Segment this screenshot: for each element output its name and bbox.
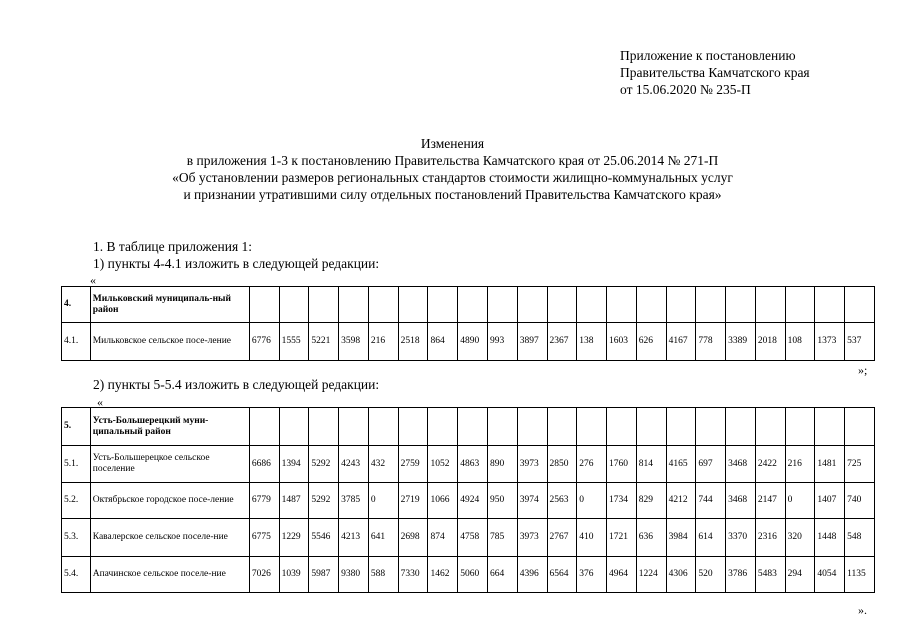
value-cell: 410 [577,519,607,557]
value-cell: 138 [577,323,607,361]
value-cell: 537 [845,323,875,361]
value-cell: 1487 [279,483,309,519]
value-cell: 1603 [607,323,637,361]
value-cell: 2518 [398,323,428,361]
row-number-cell: 5.1. [62,446,91,483]
value-cell [607,287,637,323]
value-cell [785,408,815,446]
row-number-cell: 5.3. [62,519,91,557]
value-cell [458,408,488,446]
value-cell: 5292 [309,483,339,519]
table-row [62,483,875,519]
title-line: в приложения 1-3 к постановлению Правительства Камчатского края от 25.06.2014 № 271-П [186,153,719,168]
row-number-cell: 5. [62,408,91,446]
value-cell [636,408,666,446]
value-cell [755,287,785,323]
row-name-cell: Усть-Большерецкий муни-ципальный район [90,408,249,446]
value-cell: 1407 [815,483,845,519]
value-cell [547,287,577,323]
value-cell: 4396 [517,557,547,593]
row-name-cell: Мильковское сельское посе-ление [90,323,249,361]
value-cell: 4306 [666,557,696,593]
value-cell: 1721 [607,519,637,557]
value-cell: 950 [487,483,517,519]
close-quote: »; [858,363,868,377]
value-cell: 216 [368,323,398,361]
value-cell [517,408,547,446]
row-number-cell: 5.2. [62,483,91,519]
value-cell [815,408,845,446]
value-cell: 2563 [547,483,577,519]
value-cell: 376 [577,557,607,593]
value-cell: 641 [368,519,398,557]
value-cell [845,408,875,446]
row-number-cell: 4. [62,287,91,323]
row-name-cell: Апачинское сельское поселе-ние [90,557,249,593]
value-cell [666,408,696,446]
value-cell [279,287,309,323]
value-cell: 1373 [815,323,845,361]
section1-instruction: 1) пункты 4-4.1 изложить в следующей редакции: [93,256,380,271]
value-cell [577,287,607,323]
value-cell: 276 [577,446,607,483]
value-cell: 2147 [755,483,785,519]
value-cell: 1462 [428,557,458,593]
value-cell: 4054 [815,557,845,593]
value-cell: 6776 [249,323,279,361]
open-quote: « [97,395,103,409]
value-cell [249,408,279,446]
value-cell [309,287,339,323]
value-cell [607,408,637,446]
value-cell [666,287,696,323]
value-cell: 3785 [339,483,369,519]
value-cell: 778 [696,323,726,361]
value-cell [428,287,458,323]
value-cell [458,287,488,323]
value-cell: 5060 [458,557,488,593]
value-cell: 3389 [726,323,756,361]
value-cell: 1394 [279,446,309,483]
row-name-cell: Усть-Большерецкое сельское поселение [90,446,249,483]
value-cell: 5987 [309,557,339,593]
value-cell: 626 [636,323,666,361]
appendix-line: от 15.06.2020 № 235-П [620,82,751,97]
value-cell: 2367 [547,323,577,361]
value-cell: 2850 [547,446,577,483]
table-section2 [61,407,875,593]
value-cell [636,287,666,323]
value-cell: 7330 [398,557,428,593]
value-cell: 1039 [279,557,309,593]
value-cell: 0 [785,483,815,519]
value-cell: 1448 [815,519,845,557]
table-row [62,287,875,323]
row-number-cell: 5.4. [62,557,91,593]
value-cell [755,408,785,446]
value-cell: 520 [696,557,726,593]
value-cell: 1481 [815,446,845,483]
value-cell [845,287,875,323]
value-cell: 664 [487,557,517,593]
value-cell [368,287,398,323]
value-cell: 6775 [249,519,279,557]
value-cell: 1229 [279,519,309,557]
value-cell: 0 [368,483,398,519]
value-cell: 4964 [607,557,637,593]
value-cell: 1555 [279,323,309,361]
value-cell: 3468 [726,446,756,483]
title-line: «Об установлении размеров региональных стандартов стоимости жилищно-коммунальных услуг [172,170,733,185]
title-line: и признании утратившими силу отдельных постановлений Правительства Камчатского края» [183,187,722,202]
value-cell: 614 [696,519,726,557]
row-name-cell: Кавалерское сельское поселе-ние [90,519,249,557]
value-cell: 5483 [755,557,785,593]
value-cell: 874 [428,519,458,557]
value-cell: 697 [696,446,726,483]
value-cell: 0 [577,483,607,519]
value-cell: 9380 [339,557,369,593]
value-cell: 2422 [755,446,785,483]
value-cell: 2759 [398,446,428,483]
value-cell: 320 [785,519,815,557]
title-line: Изменения [420,136,485,151]
value-cell: 1052 [428,446,458,483]
value-cell [726,287,756,323]
document-title [0,135,905,203]
value-cell: 744 [696,483,726,519]
value-cell [339,408,369,446]
value-cell: 2018 [755,323,785,361]
value-cell: 6564 [547,557,577,593]
value-cell: 4758 [458,519,488,557]
value-cell [547,408,577,446]
table-row [62,408,875,446]
value-cell: 3973 [517,446,547,483]
value-cell: 3974 [517,483,547,519]
value-cell: 2767 [547,519,577,557]
value-cell [577,408,607,446]
value-cell [696,287,726,323]
value-cell [815,287,845,323]
value-cell [368,408,398,446]
value-cell: 2719 [398,483,428,519]
table-row [62,446,875,483]
table-row [62,557,875,593]
value-cell: 294 [785,557,815,593]
section2-instruction: 2) пункты 5-5.4 изложить в следующей редакции: [93,377,380,392]
value-cell: 814 [636,446,666,483]
value-cell: 4165 [666,446,696,483]
value-cell [428,408,458,446]
value-cell: 636 [636,519,666,557]
value-cell: 3984 [666,519,696,557]
value-cell [487,287,517,323]
table-row [62,519,875,557]
value-cell: 4212 [666,483,696,519]
value-cell: 3370 [726,519,756,557]
value-cell: 993 [487,323,517,361]
table-row [62,323,875,361]
value-cell: 4924 [458,483,488,519]
value-cell: 1760 [607,446,637,483]
value-cell: 6686 [249,446,279,483]
value-cell [279,408,309,446]
value-cell: 432 [368,446,398,483]
value-cell: 4890 [458,323,488,361]
value-cell: 4863 [458,446,488,483]
value-cell [785,287,815,323]
row-number-cell: 4.1. [62,323,91,361]
value-cell: 2698 [398,519,428,557]
value-cell: 890 [487,446,517,483]
value-cell: 5546 [309,519,339,557]
value-cell: 216 [785,446,815,483]
value-cell [249,287,279,323]
value-cell: 3468 [726,483,756,519]
value-cell [398,287,428,323]
appendix-line: Приложение к постановлению [620,48,796,63]
appendix-header [620,47,810,98]
value-cell: 829 [636,483,666,519]
value-cell: 740 [845,483,875,519]
value-cell [487,408,517,446]
row-name-cell: Мильковский муниципаль-ный район [90,287,249,323]
row-name-cell: Октябрьское городское посе-ление [90,483,249,519]
value-cell: 108 [785,323,815,361]
value-cell [696,408,726,446]
open-quote: « [90,273,96,287]
value-cell: 1224 [636,557,666,593]
value-cell: 7026 [249,557,279,593]
value-cell: 3786 [726,557,756,593]
section1-intro: 1. В таблице приложения 1: [93,239,253,254]
value-cell: 4243 [339,446,369,483]
value-cell [309,408,339,446]
table-section1 [61,286,875,361]
value-cell [398,408,428,446]
value-cell: 1734 [607,483,637,519]
value-cell: 548 [845,519,875,557]
value-cell: 725 [845,446,875,483]
value-cell [517,287,547,323]
value-cell: 1066 [428,483,458,519]
close-quote: ». [858,603,867,617]
value-cell: 1135 [845,557,875,593]
value-cell: 2316 [755,519,785,557]
value-cell: 785 [487,519,517,557]
value-cell: 5221 [309,323,339,361]
value-cell: 4167 [666,323,696,361]
value-cell: 588 [368,557,398,593]
value-cell [726,408,756,446]
value-cell: 3897 [517,323,547,361]
appendix-line: Правительства Камчатского края [620,65,810,80]
value-cell: 864 [428,323,458,361]
value-cell: 4213 [339,519,369,557]
value-cell: 3973 [517,519,547,557]
value-cell [339,287,369,323]
value-cell: 5292 [309,446,339,483]
value-cell: 3598 [339,323,369,361]
value-cell: 6779 [249,483,279,519]
